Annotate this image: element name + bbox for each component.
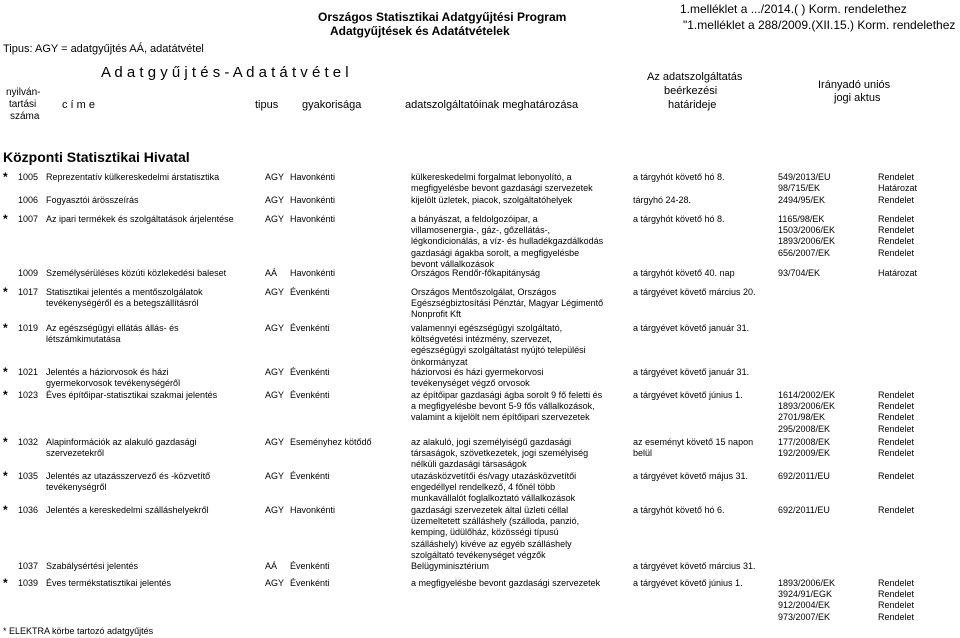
row-providers: nélküli gazdasági társaságok <box>411 459 527 470</box>
col-jogi-1: Irányadó uniós <box>818 79 891 91</box>
col-jogi-2: jogi aktus <box>834 92 881 104</box>
row-title: tevékenységről <box>46 482 107 493</box>
row-legal-act: 2494/95/EK <box>778 195 826 205</box>
row-deadline: a tárgyhót követő 40. nap <box>633 268 735 278</box>
row-type: AGY <box>265 287 285 297</box>
row-type: AGY <box>265 172 285 182</box>
row-act-kind: Rendelet <box>878 225 915 236</box>
row-legal-act: 1893/2006/EK <box>778 578 836 588</box>
elektra-marker: * <box>3 321 8 335</box>
row-legal-act: 295/2008/EK <box>778 423 831 434</box>
row-legal-act: 973/2007/EK <box>778 611 831 622</box>
col-hatarido-2: beérkezési <box>664 85 718 97</box>
row-title: tevékenységéről és a betegszállításról <box>46 298 199 309</box>
col-tipus: tipus <box>255 99 279 111</box>
row-providers: gazdasági szervezetek által üzleti céllal <box>411 505 569 515</box>
row-providers: kemping, üdülőház, közösségi típusú <box>411 527 559 538</box>
row-deadline: a tárgyévet követő május 31. <box>633 471 749 481</box>
row-frequency: Havonkénti <box>290 505 336 515</box>
row-providers: a megfigyelésbe bevont gazdasági szervezetek <box>411 578 601 588</box>
row-providers: engedéllyel rendelkező, 4 főnél több <box>411 482 556 493</box>
row-title: Alapinformációk az alakuló gazdasági <box>46 437 197 447</box>
row-title: Szabálysértési jelentés <box>46 561 139 571</box>
row-act-kind: Rendelet <box>878 214 915 224</box>
row-frequency: Évenkénti <box>290 471 330 481</box>
row-providers: önkormányzat <box>411 356 468 367</box>
row-providers: Belügyminisztérium <box>411 561 490 571</box>
row-legal-act: 549/2013/EU <box>778 172 831 182</box>
row-number: 1009 <box>18 268 39 278</box>
row-deadline: a tárgyévet követő január 31. <box>633 367 750 377</box>
row-type: AGY <box>265 367 285 377</box>
col-hatarido-1: Az adatszolgáltatás <box>647 71 743 83</box>
elektra-marker: * <box>3 503 8 517</box>
row-title: Éves termékstatisztikai jelentés <box>46 578 172 588</box>
row-deadline: belül <box>633 448 653 459</box>
row-act-kind: Rendelet <box>878 600 915 611</box>
row-legal-act: 1503/2006/EK <box>778 225 836 236</box>
row-providers: az építőipar gazdasági ágba sorolt 9 fő feletti és <box>411 390 603 400</box>
row-title: Az egészségügyi ellátás állás- és <box>46 323 179 333</box>
row-title: létszámkimutatása <box>46 334 121 345</box>
row-providers: villamosenergia-, gáz-, gőzellátás-, <box>411 225 551 236</box>
row-frequency: Évenkénti <box>290 390 330 400</box>
col-hatarido-3: határideje <box>668 99 717 111</box>
row-act-kind: Rendelet <box>878 195 915 205</box>
row-number: 1005 <box>18 172 39 182</box>
row-frequency: Évenkénti <box>290 287 330 297</box>
row-deadline: a tárgyévet követő március 20. <box>633 287 756 297</box>
row-title: Jelentés a háziorvosok és házi <box>46 367 169 377</box>
row-providers: Egészségbiztosítási Pénztár, Magyar Légimentő <box>411 298 604 309</box>
row-act-kind: Rendelet <box>878 412 915 423</box>
row-act-kind: Rendelet <box>878 423 915 434</box>
row-title: Személysérüléses közúti közlekedési baleset <box>46 268 227 278</box>
row-providers: üzemeltetett szálláshely (szálloda, panzió, <box>411 516 580 527</box>
row-deadline: az eseményt követő 15 napon <box>633 437 754 447</box>
row-providers: megfigyelésbe bevont gazdasági szervezetek <box>411 183 593 194</box>
row-legal-act: 2701/98/EK <box>778 412 826 423</box>
col-cime: c í m e <box>62 99 96 111</box>
row-act-kind: Rendelet <box>878 505 915 515</box>
row-providers: Nonprofit Kft <box>411 309 462 320</box>
row-providers: szolgáltató tevékenységet végzők <box>411 549 546 560</box>
row-type: AGY <box>265 214 285 224</box>
col-adatszolg: adatszolgáltatóinak meghatározása <box>405 99 579 111</box>
elektra-marker: * <box>3 435 8 449</box>
row-title: Az ipari termékek és szolgáltatások árjelentése <box>46 214 234 224</box>
row-deadline: a tárgyévet követő június 1. <box>633 390 743 400</box>
row-act-kind: Rendelet <box>878 589 915 600</box>
row-number: 1007 <box>18 214 39 224</box>
row-type: AGY <box>265 323 285 333</box>
row-providers: munkavállalót foglalkoztató vállalkozások <box>411 493 576 504</box>
row-deadline: a tárgyhót követő hó 8. <box>633 172 725 182</box>
row-act-kind: Rendelet <box>878 390 915 400</box>
program-title: Országos Statisztikai Adatgyűjtési Program <box>318 10 567 24</box>
row-providers: Országos Rendőr-főkapitányság <box>411 268 541 278</box>
elektra-marker: * <box>3 212 8 226</box>
row-providers: kijelölt üzletek, piacok, szolgáltatóhelyek <box>411 195 573 205</box>
row-frequency: Évenkénti <box>290 561 330 571</box>
row-act-kind: Rendelet <box>878 471 915 481</box>
row-frequency: Évenkénti <box>290 323 330 333</box>
row-providers: Országos Mentőszolgálat, Országos <box>411 287 557 297</box>
elektra-marker: * <box>3 469 8 483</box>
row-act-kind: Rendelet <box>878 247 915 258</box>
footnote: * ELEKTRA körbe tartozó adatgyűjtés <box>3 626 154 636</box>
row-number: 1023 <box>18 390 39 400</box>
row-providers: szálláshely) kivéve az egyéb szálláshely <box>411 538 572 549</box>
row-legal-act: 93/704/EK <box>778 268 821 278</box>
row-title: Reprezentatív külkereskedelmi árstatisztika <box>46 172 220 182</box>
row-legal-act: 1893/2006/EK <box>778 236 836 247</box>
row-number: 1035 <box>18 471 39 481</box>
row-act-kind: Rendelet <box>878 437 915 447</box>
row-type: AGY <box>265 505 285 515</box>
row-providers: költségvetési intézmény, szervezet, <box>411 334 552 345</box>
row-legal-act: 192/2009/EK <box>778 448 831 459</box>
row-frequency: Eseményhez kötődő <box>290 437 372 447</box>
row-legal-act: 1165/98/EK <box>778 214 825 224</box>
row-legal-act: 692/2011/EU <box>778 471 830 481</box>
row-number: 1037 <box>18 561 39 571</box>
row-type: AGY <box>265 195 285 205</box>
row-frequency: Havonkénti <box>290 172 336 182</box>
row-providers: a megfigyelésbe bevont 5-9 fős vállalkozások, <box>411 401 595 412</box>
row-act-kind: Rendelet <box>878 172 915 182</box>
row-providers: az alakuló, jogi személyiségű gazdasági <box>411 437 572 447</box>
row-number: 1017 <box>18 287 39 297</box>
section-title: Központi Statisztikai Hivatal <box>3 149 190 165</box>
row-act-kind: Rendelet <box>878 448 915 459</box>
row-providers: tevékenységet végző orvosok <box>411 378 530 389</box>
row-providers: légkondicionálás, a víz- és hulladékgazdálkodás <box>411 236 604 247</box>
row-providers: háziorvosi és házi gyermekorvosi <box>411 367 544 377</box>
elektra-marker: * <box>3 365 8 379</box>
row-frequency: Havonkénti <box>290 268 336 278</box>
row-number: 1019 <box>18 323 39 333</box>
column-header-band <box>0 59 960 127</box>
elektra-marker: * <box>3 388 8 402</box>
row-title: Fogyasztói árösszeírás <box>46 195 139 205</box>
program-subtitle: Adatgyűjtések és Adatátvételek <box>330 24 510 38</box>
row-deadline: a tárgyévet követő június 1. <box>633 578 743 588</box>
row-deadline: a tárgyévet követő január 31. <box>633 323 750 333</box>
row-deadline: a tárgyhót követő hó 8. <box>633 214 725 224</box>
row-number: 1036 <box>18 505 39 515</box>
row-act-kind: Rendelet <box>878 611 915 622</box>
row-deadline: tárgyhó 24-28. <box>633 195 692 205</box>
row-title: szervezetekről <box>46 448 105 459</box>
row-act-kind: Rendelet <box>878 578 915 588</box>
row-frequency: Havonkénti <box>290 195 336 205</box>
row-type: AGY <box>265 437 285 447</box>
row-act-kind: Rendelet <box>878 236 915 247</box>
row-title: Statisztikai jelentés a mentőszolgálatok <box>46 287 203 297</box>
row-legal-act: 98/715/EK <box>778 183 821 194</box>
row-providers: valamennyi egészségügyi szolgáltató, <box>411 323 563 333</box>
row-number: 1032 <box>18 437 39 447</box>
row-type: AGY <box>265 390 285 400</box>
col-gyakorisaga: gyakorisága <box>302 99 362 111</box>
row-number: 1039 <box>18 578 39 588</box>
row-providers: utazásközvetítői és/vagy utazásközvetítői <box>411 471 577 481</box>
elektra-marker: * <box>3 170 8 184</box>
col-nyilv-2: tartási <box>9 99 37 110</box>
row-legal-act: 692/2011/EU <box>778 505 830 515</box>
row-title: Éves építőipar-statisztikai szakmai jelentés <box>46 390 218 400</box>
row-frequency: Évenkénti <box>290 578 330 588</box>
col-nyilv-1: nyilván- <box>6 87 41 98</box>
row-title: Jelentés a kereskedelmi szálláshelyekről <box>46 505 209 515</box>
row-frequency: Havonkénti <box>290 214 336 224</box>
row-type: AÁ <box>265 561 278 571</box>
row-providers: külkereskedelmi forgalmat lebonyolító, a <box>411 172 572 182</box>
row-number: 1006 <box>18 195 39 205</box>
row-legal-act: 1893/2006/EK <box>778 401 836 412</box>
row-providers: társaságok, szövetkezetek, jogi személyiség <box>411 448 589 459</box>
types-legend: Tipus: AGY = adatgyűjtés AÁ, adatátvétel <box>3 43 204 55</box>
row-legal-act: 1614/2002/EK <box>778 390 836 400</box>
row-deadline: a tárgyhót követő hó 6. <box>633 505 725 515</box>
row-legal-act: 656/2007/EK <box>778 247 831 258</box>
row-legal-act: 3924/91/EGK <box>778 589 833 600</box>
row-deadline: a tárgyévet követő március 31. <box>633 561 756 571</box>
annex-line-1: 1.melléklet a .../2014.( ) Korm. rendelethez <box>680 2 907 16</box>
row-providers: bevont vállalkozások <box>411 258 495 269</box>
annex-line-2: "1.melléklet a 288/2009.(XII.15.) Korm. rendelethez <box>683 18 956 32</box>
row-type: AGY <box>265 578 285 588</box>
row-legal-act: 177/2008/EK <box>778 437 831 447</box>
column-main-title: A d a t g y ű j t é s - A d a t á t v é t e l <box>101 64 349 81</box>
row-providers: egészségügyi szolgáltatást nyújtó települési <box>411 345 586 356</box>
row-frequency: Évenkénti <box>290 367 330 377</box>
row-providers: gazdasági ágakba sorolt, a megfigyelésbe <box>411 247 580 258</box>
row-title: gyermekorvosok tevékenységéről <box>46 378 181 389</box>
row-number: 1021 <box>18 367 39 377</box>
row-act-kind: Határozat <box>878 268 918 278</box>
elektra-marker: * <box>3 576 8 590</box>
row-legal-act: 912/2004/EK <box>778 600 831 611</box>
row-title: Jelentés az utazásszervező és -közvetítő <box>46 471 211 481</box>
row-type: AGY <box>265 471 285 481</box>
elektra-marker: * <box>3 285 8 299</box>
col-nyilv-3: száma <box>10 111 40 122</box>
row-providers: a bányászat, a feldolgozóipar, a <box>411 214 538 224</box>
row-providers: valamint a kijelölt nem építőipari szervezetek <box>411 412 590 423</box>
row-type: AÁ <box>265 268 278 278</box>
row-act-kind: Rendelet <box>878 401 915 412</box>
row-act-kind: Határozat <box>878 183 918 194</box>
